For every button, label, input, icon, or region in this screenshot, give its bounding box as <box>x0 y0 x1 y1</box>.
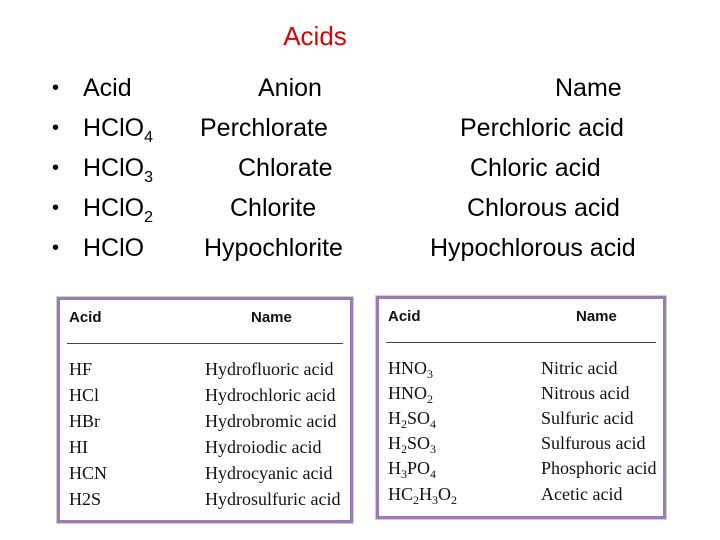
table-header <box>63 303 347 331</box>
oxyacids-table <box>375 295 667 520</box>
name-cell: Nitric acid <box>541 358 618 378</box>
acid-cell: $H_2SO_4$ <box>388 408 437 431</box>
table-row <box>67 385 343 410</box>
list-item <box>52 150 712 190</box>
name-cell: Hydroiodic acid <box>205 437 322 457</box>
acid-name: Chloric acid <box>470 154 601 182</box>
bullet-icon: • <box>52 77 60 99</box>
bullet-icon: • <box>52 157 60 179</box>
table-row <box>67 359 343 384</box>
list-item <box>52 110 712 150</box>
name-cell: Hydrocyanic acid <box>205 463 333 483</box>
table-row <box>386 408 656 433</box>
bullet-icon: • <box>52 237 60 259</box>
binary-acids-table <box>56 296 354 524</box>
name-cell: Phosphoric acid <box>541 458 657 478</box>
header-rule <box>67 343 343 344</box>
column-header-name: Name <box>576 308 617 325</box>
list-item <box>52 230 712 270</box>
table-row <box>67 489 343 514</box>
table-header <box>382 302 660 330</box>
header-anion: Anion <box>258 74 322 102</box>
name-cell: Sulfuric acid <box>541 408 634 428</box>
name-cell: Acetic acid <box>541 484 623 504</box>
page-title: Acids <box>283 21 347 51</box>
anion-name: Hypochlorite <box>204 234 343 262</box>
bullet-icon: • <box>52 117 60 139</box>
anion-name: Chlorite <box>230 194 317 222</box>
anion-name: Perchlorate <box>200 114 328 142</box>
bullet-icon: • <box>52 197 60 219</box>
name-cell: Hydrofluoric acid <box>205 359 334 379</box>
header-rule <box>386 342 656 343</box>
name-cell: Hydrochloric acid <box>205 385 336 405</box>
acid-name: Chlorous acid <box>467 194 620 222</box>
acid-cell: $H_3PO_4$ <box>388 458 437 481</box>
table-row <box>386 458 656 483</box>
anion-name: Chlorate <box>238 154 333 182</box>
table-row <box>67 463 343 488</box>
acid-name: Hypochlorous acid <box>430 234 636 262</box>
acid-cell: $HNO_3$ <box>388 358 433 381</box>
acid-cell: HI <box>69 437 88 457</box>
acid-cell: $HNO_2$ <box>388 383 433 406</box>
column-header-acid: Acid <box>388 308 421 325</box>
acid-formula: HClO$_2$ <box>83 194 154 226</box>
table-row <box>386 433 656 458</box>
header-acid: Acid <box>83 74 132 102</box>
table-row <box>386 383 656 408</box>
name-cell: Hydrosulfuric acid <box>205 489 341 509</box>
acid-formula: HClO <box>83 234 145 262</box>
acid-cell: HBr <box>69 411 100 431</box>
acid-cell: HCl <box>69 385 100 405</box>
header-name: Name <box>555 74 622 102</box>
column-header-acid: Acid <box>69 309 102 326</box>
acid-formula: HClO$_3$ <box>83 154 154 186</box>
table-row <box>386 484 656 509</box>
table-row <box>67 437 343 462</box>
list-header-row <box>52 70 712 110</box>
column-header-name: Name <box>251 309 292 326</box>
table-row <box>67 411 343 436</box>
name-cell: Sulfurous acid <box>541 433 646 453</box>
acid-name: Perchloric acid <box>460 114 624 142</box>
acid-formula: HClO$_4$ <box>83 114 154 146</box>
list-item <box>52 190 712 230</box>
name-cell: Nitrous acid <box>541 383 630 403</box>
acid-cell: $HC_2H_3O_2$ <box>388 484 458 507</box>
name-cell: Hydrobromic acid <box>205 411 337 431</box>
table-row <box>386 358 656 383</box>
acid-cell: HF <box>69 359 93 379</box>
acid-cell: $H_2SO_3$ <box>388 433 437 456</box>
acid-cell: H2S <box>69 489 102 509</box>
acid-cell: HCN <box>69 463 108 483</box>
